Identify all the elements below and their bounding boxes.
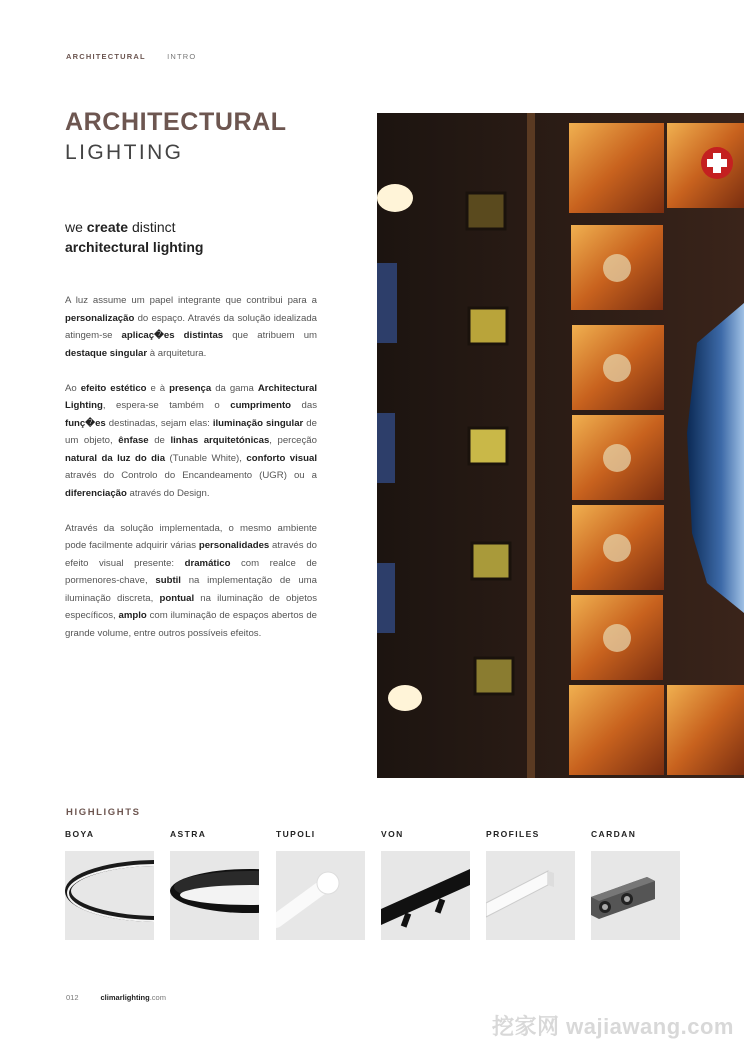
text: e à (146, 382, 170, 394)
breadcrumb (66, 52, 196, 61)
text: de (148, 435, 171, 446)
hero-ceiling-photo (377, 113, 744, 778)
emph: pontual (159, 592, 195, 604)
emph: presença (169, 382, 212, 394)
footer (66, 993, 166, 1002)
tagline-word: distinct (128, 219, 176, 235)
round-pendant-icon (170, 851, 259, 940)
product-astra[interactable] (170, 829, 259, 940)
body-text (65, 292, 317, 660)
page-number: 012 (66, 993, 79, 1002)
emph: cumprimento (230, 400, 292, 411)
track-spot-icon (381, 851, 470, 940)
product-label: PROFILES (486, 829, 540, 839)
text: da gama (211, 382, 258, 394)
text: com realce de pormenores-chave, (65, 557, 317, 586)
text: das (291, 400, 318, 411)
emph: funç�es (65, 417, 106, 429)
emph: ênfase (118, 435, 149, 446)
text: destinadas, sejam elas: (105, 417, 213, 429)
emph: Architectural Lighting (65, 382, 317, 411)
tube-light-icon (276, 851, 365, 940)
emph: conforto visual (246, 452, 318, 464)
emph: aplicaç�es distintas (121, 330, 224, 341)
tagline (65, 217, 203, 257)
text: (Tunable White), (165, 452, 247, 464)
text: na implementação de uma iluminação discreta, (65, 575, 317, 604)
swiss-cross-emblem (701, 147, 733, 179)
text: através do Controlo do Encandeamento (UGR) ou a (65, 470, 317, 481)
cardan-downlight-icon (591, 851, 680, 940)
emph: amplo (118, 610, 147, 621)
product-von[interactable] (381, 829, 470, 940)
product-label: CARDAN (591, 829, 637, 839)
emph: personalização (65, 312, 135, 324)
tagline-emphasis: create (86, 219, 129, 235)
paragraph-2 (65, 380, 317, 503)
product-cardan[interactable] (591, 829, 680, 940)
product-label: TUPOLI (276, 829, 316, 839)
tagline-word: we (65, 219, 87, 235)
product-tupoli[interactable] (276, 829, 365, 940)
page-title: ARCHITECTURAL (65, 108, 287, 136)
emph: efeito estético (80, 382, 147, 394)
product-label: BOYA (65, 829, 95, 839)
emph: linhas arquitetónicas (170, 435, 270, 446)
paragraph-3 (65, 520, 317, 643)
text: , perceção (269, 435, 317, 446)
ring-pendant-icon (65, 851, 154, 940)
product-label: ASTRA (170, 829, 207, 839)
text: A luz assume um papel integrante que contribui para a (65, 295, 317, 306)
page-subtitle: LIGHTING (65, 141, 184, 164)
ceiling-illustration (377, 113, 744, 778)
emph: iluminação singular (212, 417, 304, 429)
tagline-line2: architectural lighting (65, 239, 204, 255)
product-boya[interactable] (65, 829, 154, 940)
emph: dramático (184, 557, 231, 569)
product-profiles[interactable] (486, 829, 575, 940)
text: Ao (65, 382, 81, 394)
text: de um objeto, (65, 417, 317, 446)
emph: personalidades (198, 540, 270, 551)
text: na iluminação de objetos específicos, (65, 592, 317, 621)
linear-profile-icon (486, 851, 575, 940)
footer-domain: .com (149, 993, 166, 1002)
watermark: 挖家网 wajiawang.com (492, 1014, 734, 1039)
footer-brand[interactable]: climarlighting (100, 993, 150, 1002)
breadcrumb-section: ARCHITECTURAL (66, 52, 146, 61)
paragraph-1 (65, 292, 317, 362)
emph: destaque singular (65, 347, 148, 359)
text: , espera-se também o (102, 400, 231, 411)
text: à arquitetura. (147, 347, 207, 359)
text: que atribuem um (223, 330, 318, 341)
highlights-title: HIGHLIGHTS (66, 807, 141, 818)
text: com iluminação de espaços abertos de grande volume, entre outros possíveis efeitos. (65, 610, 317, 639)
breadcrumb-subsection: INTRO (167, 52, 197, 61)
emph: diferenciação (65, 487, 127, 499)
product-label: VON (381, 829, 404, 839)
text: através do Design. (126, 487, 210, 499)
text: através do efeito visual presente: (65, 540, 317, 569)
emph: subtil (155, 575, 181, 586)
text: do espaço. Através da solução idealizada atingem-se (65, 312, 317, 341)
text: Através da solução implementada, o mesmo ambiente pode facilmente adquirir várias (65, 522, 317, 551)
emph: natural da luz do dia (65, 452, 166, 464)
